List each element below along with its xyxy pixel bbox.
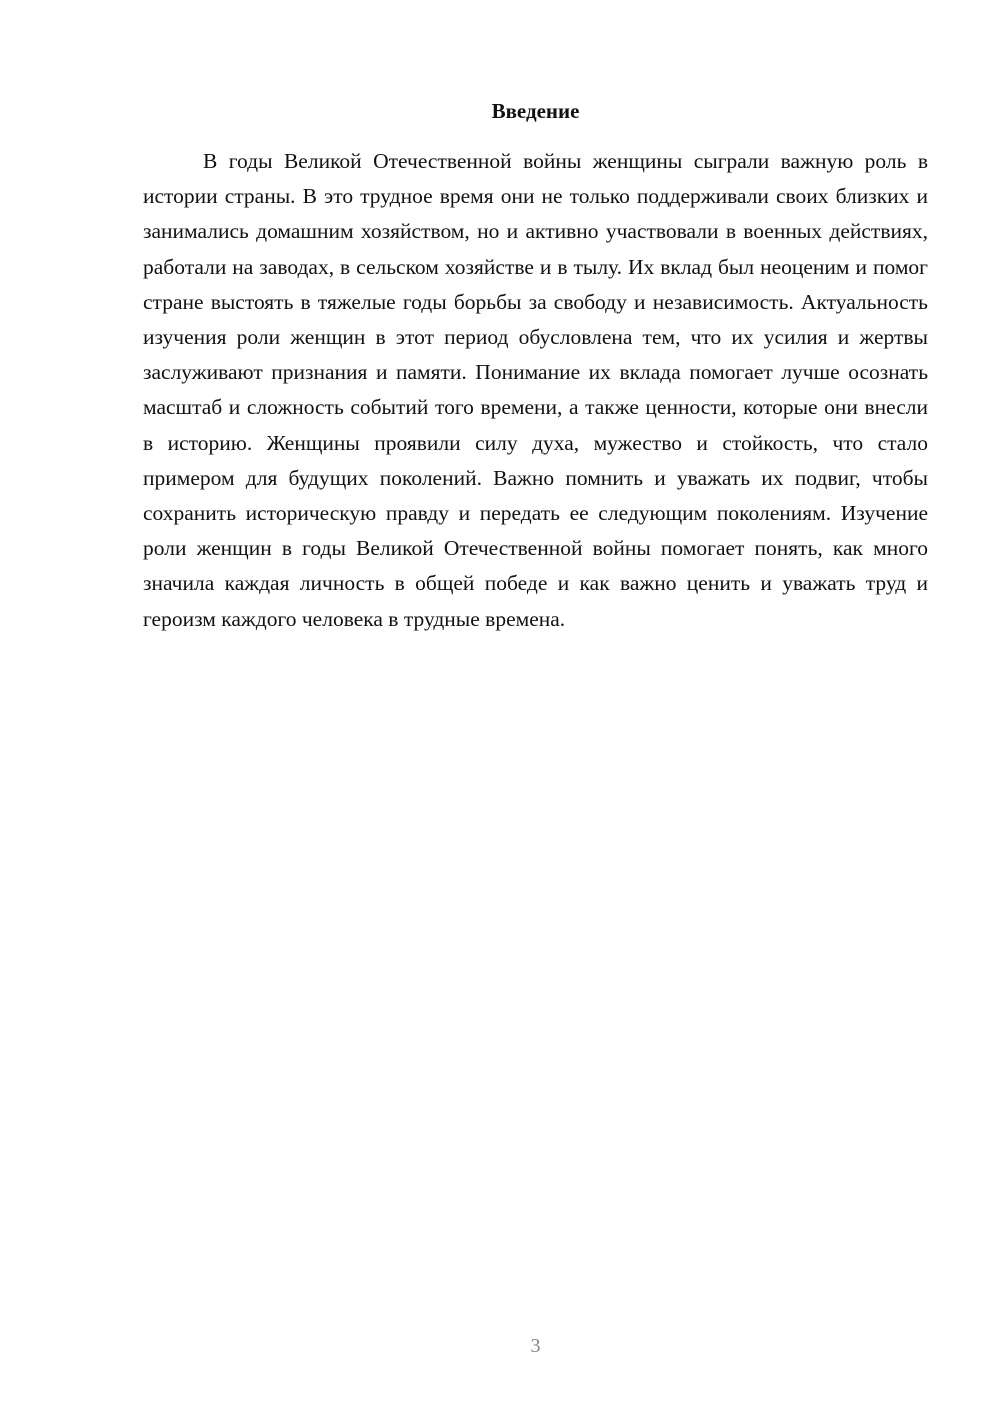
section-heading: Введение [491,99,580,123]
page-content [143,96,928,637]
body-paragraph: В годы Великой Отечественной войны женщины сыграли важную роль в истории страны. В это трудное время они не только поддерживали своих близких и занимались домашним хозяйством, но и активно участвовали в военных действиях, работали на заводах, в сельском хозяйстве и в тылу. Их вклад был неоценим и помог стране выстоять в тяжелые годы борьбы за свободу и независимость. Актуальность изучения роли женщин в этот период обусловлена тем, что их усилия и жертвы заслуживают признания и памяти. Понимание их вклада помогает лучше осознать масштаб и сложность событий того времени, а также ценности, которые они внесли в историю. Женщины проявили силу духа, мужество и стойкость, что стало примером для будущих поколений. Важно помнить и уважать их подвиг, чтобы сохранить историческую правду и передать ее следующим поколениям. Изучение роли женщин в годы Великой Отечественной войны помогает понять, как много значила каждая личность в общей победе и как важно ценить и уважать труд и героизм каждого человека в трудные времена. [143,149,928,631]
page-number: 3 [530,1335,541,1357]
